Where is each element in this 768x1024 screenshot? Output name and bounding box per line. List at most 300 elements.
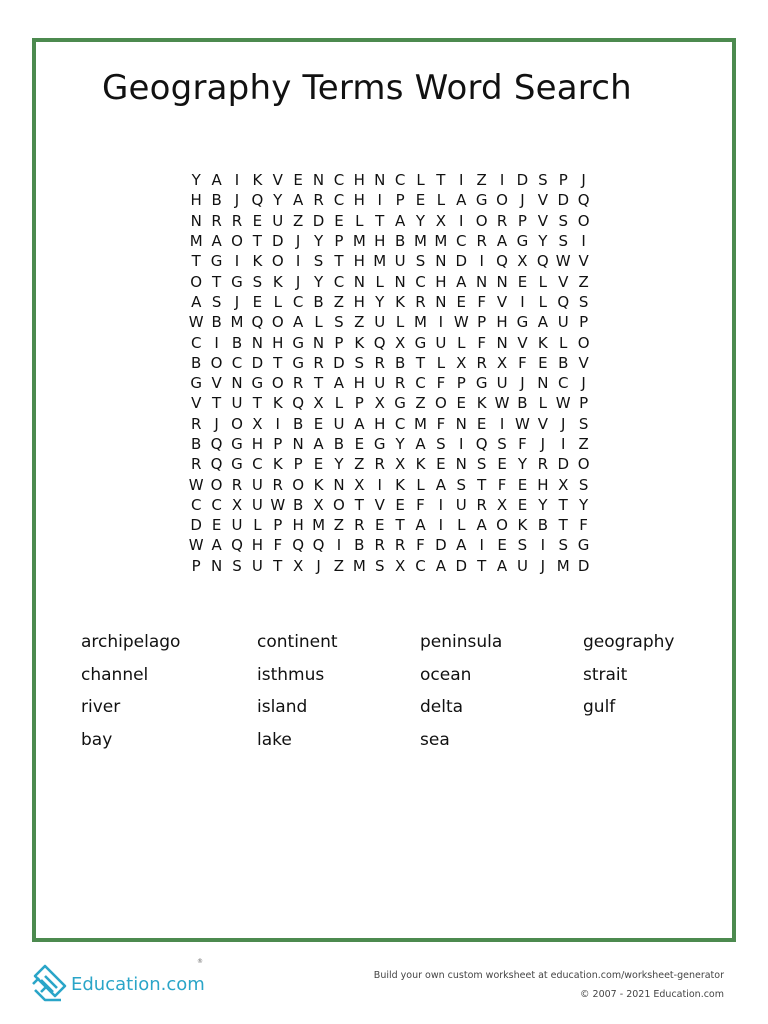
grid-letter: V <box>558 272 569 291</box>
grid-row <box>186 271 594 291</box>
grid-letter: E <box>313 414 324 433</box>
grid-letter: Y <box>191 171 201 190</box>
grid-letter: G <box>251 374 264 393</box>
grid-letter: U <box>231 516 243 535</box>
grid-letter: P <box>579 394 589 413</box>
grid-letter: A <box>211 536 222 555</box>
grid-letter: N <box>312 333 325 352</box>
grid-letter: L <box>355 211 364 230</box>
grid-letter: A <box>333 374 345 393</box>
grid-letter: E <box>436 455 446 474</box>
grid-letter: O <box>577 333 590 352</box>
grid-letter: K <box>537 333 548 352</box>
grid-letter: Y <box>313 272 324 291</box>
grid-letter: I <box>336 536 342 555</box>
grid-letter: T <box>252 394 262 413</box>
grid-letter: W <box>188 475 204 494</box>
grid-letter: A <box>191 292 202 311</box>
grid-letter: L <box>538 272 548 291</box>
grid-letter: G <box>190 374 202 393</box>
grid-letter: S <box>578 475 589 494</box>
copyright-text: © 2007 - 2021 Education.com <box>580 989 724 1000</box>
grid-letter: Z <box>293 211 304 230</box>
grid-row <box>186 535 594 555</box>
grid-letter: I <box>581 232 586 251</box>
grid-letter: B <box>191 435 202 453</box>
grid-letter: S <box>558 536 568 555</box>
grid-letter: G <box>292 353 304 372</box>
grid-letter: V <box>578 353 589 372</box>
grid-letter: M <box>352 232 366 251</box>
grid-letter: Q <box>577 191 590 210</box>
grid-letter: P <box>334 333 344 352</box>
grid-letter: R <box>190 414 202 433</box>
grid-letter: J <box>581 374 586 393</box>
word-list-item: sea <box>420 729 450 750</box>
build-worksheet-link[interactable]: Build your own custom worksheet at education.com/worksheet-generator <box>373 970 724 981</box>
grid-letter: O <box>577 211 590 230</box>
grid-letter: H <box>353 292 365 311</box>
grid-letter: N <box>353 272 365 291</box>
grid-letter: H <box>353 252 365 271</box>
grid-letter: O <box>333 495 345 514</box>
grid-letter: T <box>375 211 385 230</box>
grid-letter: P <box>517 211 527 230</box>
grid-letter: K <box>476 394 487 413</box>
grid-letter: E <box>313 455 324 474</box>
grid-letter: P <box>334 232 344 251</box>
grid-letter: R <box>476 232 487 251</box>
grid-letter: C <box>333 272 345 291</box>
education-logo-icon <box>31 962 69 1006</box>
grid-letter: R <box>354 516 365 535</box>
grid-letter: O <box>190 272 203 291</box>
grid-letter: E <box>211 516 222 535</box>
grid-letter: Q <box>536 252 549 271</box>
grid-letter: F <box>436 414 446 433</box>
grid-letter: J <box>520 374 525 393</box>
grid-letter: P <box>293 455 303 474</box>
grid-letter: N <box>251 333 263 352</box>
grid-letter: E <box>415 191 426 210</box>
grid-letter: T <box>212 272 222 291</box>
grid-letter: N <box>496 333 508 352</box>
grid-letter: E <box>517 475 528 494</box>
word-search-grid <box>186 170 594 576</box>
grid-letter: B <box>313 292 324 311</box>
grid-letter: N <box>476 272 488 291</box>
grid-letter: N <box>210 556 223 575</box>
grid-letter: O <box>577 455 590 474</box>
grid-letter: R <box>374 455 385 474</box>
grid-row <box>186 332 594 352</box>
grid-letter: G <box>516 313 529 332</box>
grid-letter: A <box>354 414 365 433</box>
grid-letter: D <box>190 516 202 535</box>
word-list-item: archipelago <box>81 632 181 652</box>
grid-letter: E <box>497 455 507 474</box>
grid-letter: B <box>394 232 406 251</box>
grid-letter: A <box>496 556 508 575</box>
grid-letter: O <box>210 353 223 372</box>
grid-letter: X <box>394 455 406 474</box>
grid-letter: F <box>416 536 425 555</box>
grid-letter: X <box>293 556 304 575</box>
grid-letter: A <box>476 516 487 535</box>
grid-letter: N <box>231 374 243 393</box>
grid-letter: R <box>231 475 243 494</box>
grid-letter: X <box>435 211 447 230</box>
grid-letter: W <box>188 536 204 555</box>
grid-letter: C <box>557 374 569 393</box>
grid-letter: E <box>517 272 528 291</box>
grid-letter: M <box>373 252 387 271</box>
grid-letter: R <box>211 211 222 230</box>
grid-letter: H <box>292 516 304 535</box>
grid-letter: N <box>435 252 447 271</box>
grid-row <box>186 292 594 312</box>
grid-letter: A <box>435 475 447 494</box>
grid-letter: Y <box>579 495 589 514</box>
grid-letter: U <box>251 475 263 494</box>
grid-letter: V <box>578 252 589 271</box>
grid-letter: L <box>375 272 384 291</box>
grid-letter: S <box>497 435 507 453</box>
grid-letter: R <box>537 455 549 474</box>
grid-letter: S <box>354 353 365 372</box>
grid-letter: K <box>252 171 263 190</box>
grid-letter: I <box>295 252 301 271</box>
word-list-item: isthmus <box>257 664 325 685</box>
grid-letter: P <box>558 171 568 190</box>
grid-letter: T <box>252 232 262 251</box>
grid-letter: T <box>415 353 426 372</box>
grid-row <box>186 495 594 515</box>
grid-letter: L <box>334 394 344 413</box>
grid-letter: N <box>496 272 508 291</box>
grid-letter: J <box>295 272 301 291</box>
grid-letter: I <box>479 536 484 555</box>
grid-letter: G <box>516 232 529 251</box>
grid-letter: N <box>435 292 447 311</box>
grid-letter: K <box>395 292 406 311</box>
grid-letter: W <box>453 313 469 332</box>
grid-letter: T <box>558 516 568 535</box>
grid-letter: R <box>313 191 324 210</box>
grid-letter: B <box>211 313 222 332</box>
grid-letter: I <box>377 475 382 494</box>
grid-letter: E <box>252 292 263 311</box>
grid-letter: A <box>537 313 548 332</box>
grid-letter: L <box>416 171 425 190</box>
word-list-item: peninsula <box>420 632 503 652</box>
grid-letter: O <box>496 516 508 535</box>
grid-letter: X <box>394 556 406 575</box>
grid-letter: E <box>252 211 263 230</box>
grid-letter: X <box>354 475 365 494</box>
grid-letter: J <box>214 414 219 433</box>
grid-letter: G <box>577 536 590 555</box>
grid-letter: I <box>459 171 464 190</box>
grid-letter: R <box>292 374 304 393</box>
grid-letter: I <box>214 333 219 352</box>
grid-row <box>186 170 594 190</box>
grid-letter: U <box>333 414 345 433</box>
grid-letter: D <box>455 556 468 575</box>
grid-letter: S <box>436 435 446 453</box>
grid-letter: R <box>190 455 202 474</box>
grid-row <box>186 414 594 434</box>
grid-letter: X <box>558 475 569 494</box>
grid-letter: N <box>537 374 549 393</box>
grid-letter: C <box>415 374 426 393</box>
grid-letter: B <box>537 516 548 535</box>
grid-letter: K <box>415 455 426 474</box>
grid-letter: U <box>496 374 508 393</box>
grid-letter: Q <box>292 536 305 555</box>
grid-letter: X <box>517 252 528 271</box>
grid-letter: R <box>415 292 426 311</box>
grid-letter: A <box>293 191 304 210</box>
grid-letter: Q <box>373 333 386 352</box>
grid-letter: Z <box>333 516 345 535</box>
grid-letter: S <box>232 556 242 575</box>
grid-letter: R <box>313 353 324 372</box>
grid-letter: F <box>436 374 446 393</box>
grid-letter: H <box>353 171 365 190</box>
grid-letter: I <box>438 495 444 514</box>
grid-letter: U <box>394 252 406 271</box>
word-list-item: channel <box>81 664 149 685</box>
grid-letter: V <box>517 333 528 352</box>
grid-letter: B <box>211 191 222 210</box>
grid-letter: M <box>434 232 448 251</box>
grid-letter: J <box>316 556 321 575</box>
grid-letter: R <box>476 353 487 372</box>
grid-letter: V <box>191 394 202 413</box>
grid-letter: G <box>210 252 223 271</box>
grid-letter: C <box>190 333 202 352</box>
grid-letter: F <box>497 475 507 494</box>
grid-letter: B <box>293 495 304 514</box>
grid-letter: V <box>537 414 548 433</box>
grid-letter: O <box>231 414 243 433</box>
grid-letter: U <box>231 394 243 413</box>
grid-letter: I <box>561 435 566 453</box>
grid-letter: F <box>416 495 425 514</box>
grid-letter: T <box>313 374 324 393</box>
grid-row <box>186 231 594 251</box>
grid-letter: A <box>211 171 222 190</box>
grid-letter: T <box>354 495 364 514</box>
grid-letter: T <box>477 556 487 575</box>
grid-letter: Q <box>312 536 325 555</box>
grid-letter: O <box>292 475 305 494</box>
grid-letter: O <box>231 232 243 251</box>
grid-letter: P <box>191 556 201 575</box>
grid-letter: H <box>435 272 447 291</box>
grid-letter: J <box>540 556 546 575</box>
grid-letter: W <box>555 394 571 413</box>
grid-letter: Q <box>210 435 223 453</box>
grid-letter: N <box>190 211 202 230</box>
grid-letter: K <box>313 475 324 494</box>
grid-letter: P <box>579 313 589 332</box>
grid-letter: U <box>251 495 263 514</box>
grid-row <box>186 353 594 373</box>
grid-letter: B <box>191 353 202 372</box>
grid-row <box>186 190 594 210</box>
grid-letter: C <box>190 495 202 514</box>
grid-letter: U <box>455 495 467 514</box>
grid-row <box>186 515 594 535</box>
grid-letter: N <box>394 272 406 291</box>
grid-letter: N <box>455 455 467 474</box>
grid-letter: G <box>231 435 243 453</box>
grid-letter: E <box>476 414 487 433</box>
grid-letter: W <box>270 495 286 514</box>
grid-letter: U <box>374 313 386 332</box>
grid-letter: S <box>211 292 222 311</box>
grid-letter: S <box>313 252 324 271</box>
grid-letter: K <box>252 252 263 271</box>
grid-letter: Z <box>333 556 345 575</box>
grid-letter: F <box>477 333 486 352</box>
grid-letter: G <box>231 455 243 474</box>
grid-letter: E <box>374 516 385 535</box>
grid-letter: X <box>394 333 406 352</box>
grid-letter: I <box>275 414 280 433</box>
grid-row <box>186 251 594 271</box>
grid-row <box>186 393 594 413</box>
grid-letter: F <box>518 435 527 453</box>
grid-letter: O <box>271 374 284 393</box>
grid-letter: C <box>415 272 426 291</box>
grid-letter: U <box>557 313 569 332</box>
grid-letter: A <box>496 232 508 251</box>
grid-letter: V <box>496 292 508 311</box>
grid-letter: E <box>354 435 365 453</box>
grid-letter: C <box>415 556 426 575</box>
grid-letter: C <box>211 495 222 514</box>
grid-letter: U <box>516 556 528 575</box>
grid-letter: C <box>333 191 345 210</box>
grid-letter: P <box>354 394 364 413</box>
grid-letter: H <box>374 414 386 433</box>
grid-letter: G <box>292 333 304 352</box>
grid-letter: M <box>414 232 427 251</box>
grid-letter: L <box>273 292 282 311</box>
grid-letter: S <box>558 211 568 230</box>
grid-letter: J <box>234 292 240 311</box>
grid-letter: A <box>456 536 467 555</box>
grid-letter: B <box>231 333 243 352</box>
grid-letter: I <box>438 516 444 535</box>
grid-letter: N <box>292 435 304 453</box>
grid-letter: S <box>558 232 568 251</box>
grid-letter: L <box>253 516 262 535</box>
grid-letter: C <box>333 171 345 190</box>
grid-letter: L <box>538 394 548 413</box>
grid-letter: Z <box>354 455 365 474</box>
grid-letter: G <box>231 272 243 291</box>
grid-letter: C <box>394 414 406 433</box>
grid-letter: M <box>414 414 427 433</box>
grid-letter: F <box>477 292 486 311</box>
grid-letter: X <box>496 495 508 514</box>
grid-letter: L <box>457 516 466 535</box>
grid-letter: T <box>395 516 405 535</box>
grid-letter: C <box>231 353 243 372</box>
grid-letter: W <box>188 313 204 332</box>
word-list-item: island <box>257 697 308 717</box>
grid-letter: E <box>293 171 303 190</box>
grid-letter: Q <box>231 536 243 555</box>
grid-letter: I <box>459 435 464 453</box>
grid-letter: W <box>494 394 510 413</box>
grid-letter: J <box>520 191 525 210</box>
word-list-item: gulf <box>583 697 616 717</box>
grid-letter: Y <box>273 191 283 210</box>
grid-letter: O <box>434 394 447 413</box>
word-list-item: delta <box>420 697 464 717</box>
grid-letter: S <box>456 475 467 494</box>
grid-letter: L <box>436 353 446 372</box>
grid-letter: P <box>273 516 283 535</box>
grid-letter: W <box>555 252 571 271</box>
grid-letter: I <box>499 171 505 190</box>
grid-letter: Z <box>476 171 487 190</box>
word-list-item: strait <box>583 664 628 685</box>
grid-letter: T <box>191 252 201 271</box>
grid-letter: T <box>558 495 568 514</box>
grid-letter: Q <box>292 394 305 413</box>
education-logo[interactable] <box>31 958 211 1004</box>
grid-letter: Y <box>334 455 344 474</box>
grid-letter: U <box>435 333 447 352</box>
grid-letter: I <box>540 536 546 555</box>
grid-letter: Y <box>395 435 405 453</box>
grid-letter: R <box>476 495 487 514</box>
grid-row <box>186 474 594 494</box>
grid-letter: A <box>415 435 426 453</box>
grid-letter: M <box>312 516 326 535</box>
word-list-item: lake <box>257 729 292 750</box>
grid-letter: L <box>457 333 466 352</box>
grid-letter: F <box>518 353 527 372</box>
grid-letter: K <box>272 272 283 291</box>
grid-letter: E <box>538 353 548 372</box>
grid-row <box>186 373 594 393</box>
word-list-item: continent <box>257 632 338 652</box>
grid-letter: E <box>497 536 507 555</box>
grid-letter: A <box>456 191 467 210</box>
grid-letter: D <box>557 455 569 474</box>
grid-letter: L <box>395 313 405 332</box>
grid-letter: P <box>477 313 487 332</box>
grid-letter: O <box>210 475 223 494</box>
grid-letter: Q <box>210 455 223 474</box>
grid-letter: M <box>556 556 570 575</box>
grid-letter: M <box>189 232 203 251</box>
grid-letter: D <box>455 252 468 271</box>
grid-letter: Z <box>333 292 345 311</box>
grid-letter: B <box>517 394 528 413</box>
grid-letter: M <box>352 556 366 575</box>
grid-letter: A <box>456 272 467 291</box>
grid-letter: D <box>435 536 447 555</box>
grid-letter: V <box>211 374 222 393</box>
